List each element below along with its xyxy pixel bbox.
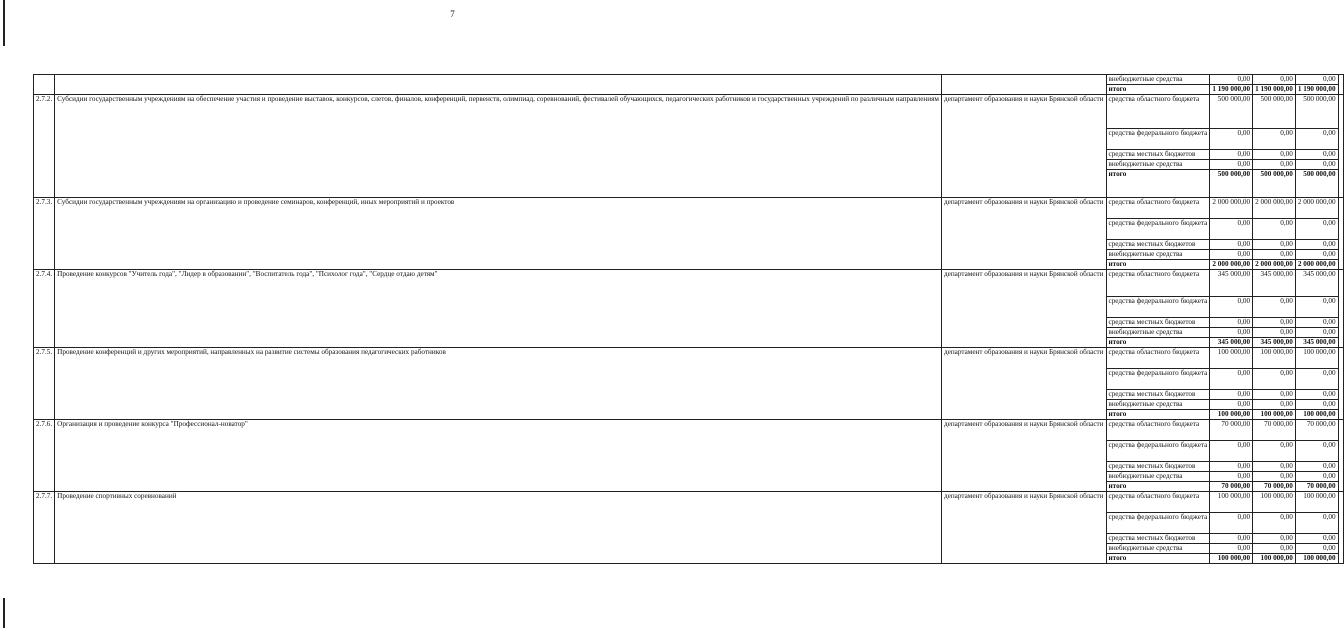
funding-source-cell: итого: [1106, 170, 1210, 198]
value-cell: 0,00: [1253, 297, 1296, 318]
funding-source-cell: итого: [1106, 338, 1210, 348]
value-cell: 345 000,00: [1253, 270, 1296, 297]
item-number-cell: 2.7.6.: [34, 420, 55, 492]
value-cell: 100 000,00: [1210, 348, 1253, 369]
value-cell: 2 000 000,00: [1295, 260, 1338, 270]
value-cell: 100 000,00: [1210, 554, 1253, 564]
funding-source-cell: средства местных бюджетов: [1106, 390, 1210, 400]
value-cell: 0,00: [1295, 328, 1338, 338]
value-cell: 100 000,00: [1253, 554, 1296, 564]
funding-source-cell: средства местных бюджетов: [1106, 534, 1210, 544]
value-cell: 2 000 000,00: [1253, 260, 1296, 270]
value-cell: 100 000,00: [1253, 348, 1296, 369]
funding-source-cell: средства областного бюджета: [1106, 95, 1210, 129]
value-cell: 0,00: [1253, 160, 1296, 170]
value-cell: 100 000,00: [1253, 492, 1296, 513]
value-cell: 0,00: [1210, 369, 1253, 390]
funding-source-cell: средства местных бюджетов: [1106, 462, 1210, 472]
value-cell: 70 000,00: [1253, 420, 1296, 441]
funding-source-cell: итого: [1106, 260, 1210, 270]
table-row: [34, 75, 1344, 85]
value-cell: 0,00: [1253, 369, 1296, 390]
budget-table-body: [34, 75, 1344, 564]
table-row: [34, 420, 1344, 441]
item-number-cell: 2.7.4.: [34, 270, 55, 348]
executor-cell: департамент образования и науки Брянской области: [941, 95, 1106, 198]
value-cell: 0,00: [1210, 129, 1253, 150]
funding-source-cell: средства местных бюджетов: [1106, 318, 1210, 328]
value-cell: 0,00: [1253, 400, 1296, 410]
value-cell: 70 000,00: [1210, 482, 1253, 492]
value-cell: 100 000,00: [1253, 410, 1296, 420]
value-cell: 0,00: [1253, 75, 1296, 85]
value-cell: 0,00: [1295, 472, 1338, 482]
executor-cell: департамент образования и науки Брянской области: [941, 270, 1106, 348]
value-cell: 70 000,00: [1253, 482, 1296, 492]
funding-source-cell: средства областного бюджета: [1106, 198, 1210, 219]
value-cell: 0,00: [1295, 129, 1338, 150]
value-cell: 500 000,00: [1295, 170, 1338, 198]
value-cell: 500 000,00: [1210, 95, 1253, 129]
value-cell: 0,00: [1210, 400, 1253, 410]
value-cell: 0,00: [1295, 250, 1338, 260]
item-name-cell: Субсидии государственным учреждениям на обеспечение участия и проведение выставок, конкурсов, слетов, финалов, конференций, первенств, олимпиад, соревнований, фестивалей обучающихся, педагогических работников и государственных учреждений по различным направлениям: [55, 95, 942, 198]
value-cell: 0,00: [1210, 462, 1253, 472]
value-cell: 0,00: [1253, 150, 1296, 160]
table-row: [34, 492, 1344, 513]
item-number-cell: 2.7.7.: [34, 492, 55, 564]
executor-cell: департамент образования и науки Брянской области: [941, 420, 1106, 492]
value-cell: 100 000,00: [1210, 410, 1253, 420]
value-cell: 0,00: [1210, 160, 1253, 170]
table-row: [34, 270, 1344, 297]
value-cell: 0,00: [1210, 328, 1253, 338]
funding-source-cell: внебюджетные средства: [1106, 328, 1210, 338]
funding-source-cell: внебюджетные средства: [1106, 250, 1210, 260]
empty-column-cell: [1338, 420, 1343, 492]
funding-source-cell: внебюджетные средства: [1106, 400, 1210, 410]
page-number: 7: [450, 9, 455, 19]
value-cell: 0,00: [1253, 328, 1296, 338]
value-cell: 1 190 000,00: [1295, 85, 1338, 95]
funding-source-cell: средства федерального бюджета: [1106, 219, 1210, 240]
funding-source-cell: внебюджетные средства: [1106, 544, 1210, 554]
value-cell: 0,00: [1210, 390, 1253, 400]
value-cell: 100 000,00: [1295, 492, 1338, 513]
funding-source-cell: средства федерального бюджета: [1106, 129, 1210, 150]
funding-source-cell: итого: [1106, 482, 1210, 492]
value-cell: 1 190 000,00: [1253, 85, 1296, 95]
value-cell: 0,00: [1295, 219, 1338, 240]
value-cell: 345 000,00: [1210, 270, 1253, 297]
scan-edge-mark: [3, 0, 5, 46]
executor-cell: департамент образования и науки Брянской области: [941, 198, 1106, 270]
value-cell: 2 000 000,00: [1295, 198, 1338, 219]
value-cell: 0,00: [1210, 534, 1253, 544]
empty-column-cell: [1338, 270, 1343, 348]
funding-source-cell: средства областного бюджета: [1106, 492, 1210, 513]
item-name-cell: Проведение конференций и других мероприятий, направленных на развитие системы образования педагогических работников: [55, 348, 942, 420]
funding-source-cell: средства областного бюджета: [1106, 348, 1210, 369]
value-cell: 345 000,00: [1253, 338, 1296, 348]
value-cell: 500 000,00: [1210, 170, 1253, 198]
table-row: [34, 95, 1344, 129]
scan-edge-mark: [3, 598, 5, 628]
budget-table: [33, 74, 1344, 564]
funding-source-cell: средства федерального бюджета: [1106, 369, 1210, 390]
value-cell: 0,00: [1210, 150, 1253, 160]
value-cell: 0,00: [1210, 219, 1253, 240]
funding-source-cell: средства областного бюджета: [1106, 270, 1210, 297]
value-cell: 70 000,00: [1210, 420, 1253, 441]
funding-source-cell: средства местных бюджетов: [1106, 150, 1210, 160]
value-cell: 0,00: [1253, 240, 1296, 250]
value-cell: 0,00: [1295, 544, 1338, 554]
table-row: [34, 198, 1344, 219]
value-cell: 0,00: [1210, 75, 1253, 85]
value-cell: 0,00: [1253, 513, 1296, 534]
value-cell: 500 000,00: [1253, 95, 1296, 129]
executor-cell: департамент образования и науки Брянской области: [941, 492, 1106, 564]
value-cell: 2 000 000,00: [1253, 198, 1296, 219]
item-name-cell: Проведение конкурсов "Учитель года", "Лидер в образовании", "Воспитатель года", "Психолог года", "Сердце отдаю детям": [55, 270, 942, 348]
item-name-cell: Субсидии государственным учреждениям на организацию и проведение семинаров, конференций, иных мероприятий и проектов: [55, 198, 942, 270]
funding-source-cell: средства федерального бюджета: [1106, 513, 1210, 534]
item-name-cell: Проведение спортивных соревнований: [55, 492, 942, 564]
value-cell: 100 000,00: [1295, 554, 1338, 564]
value-cell: 1 190 000,00: [1210, 85, 1253, 95]
value-cell: 345 000,00: [1295, 338, 1338, 348]
funding-source-cell: итого: [1106, 410, 1210, 420]
value-cell: 0,00: [1210, 318, 1253, 328]
item-name-cell: [55, 75, 942, 95]
funding-source-cell: средства местных бюджетов: [1106, 240, 1210, 250]
funding-source-cell: средства федерального бюджета: [1106, 297, 1210, 318]
value-cell: 100 000,00: [1210, 492, 1253, 513]
value-cell: 0,00: [1253, 472, 1296, 482]
value-cell: 0,00: [1295, 369, 1338, 390]
value-cell: 0,00: [1210, 240, 1253, 250]
value-cell: 0,00: [1295, 75, 1338, 85]
empty-column-cell: [1338, 75, 1343, 95]
empty-column-cell: [1338, 348, 1343, 420]
value-cell: 0,00: [1253, 318, 1296, 328]
value-cell: 500 000,00: [1253, 170, 1296, 198]
value-cell: 0,00: [1253, 534, 1296, 544]
value-cell: 0,00: [1253, 129, 1296, 150]
value-cell: 0,00: [1253, 250, 1296, 260]
executor-cell: [941, 75, 1106, 95]
value-cell: 0,00: [1295, 297, 1338, 318]
value-cell: 500 000,00: [1295, 95, 1338, 129]
value-cell: 0,00: [1295, 390, 1338, 400]
value-cell: 345 000,00: [1210, 338, 1253, 348]
empty-column-cell: [1338, 492, 1343, 564]
value-cell: 0,00: [1295, 318, 1338, 328]
value-cell: 0,00: [1253, 390, 1296, 400]
item-number-cell: 2.7.5.: [34, 348, 55, 420]
value-cell: 2 000 000,00: [1210, 260, 1253, 270]
value-cell: 0,00: [1253, 219, 1296, 240]
value-cell: 0,00: [1295, 513, 1338, 534]
item-number-cell: 2.7.3.: [34, 198, 55, 270]
funding-source-cell: итого: [1106, 554, 1210, 564]
executor-cell: департамент образования и науки Брянской области: [941, 348, 1106, 420]
empty-column-cell: [1338, 198, 1343, 270]
value-cell: 0,00: [1210, 297, 1253, 318]
value-cell: 0,00: [1210, 441, 1253, 462]
item-number-cell: 2.7.2.: [34, 95, 55, 198]
value-cell: 0,00: [1253, 462, 1296, 472]
value-cell: 0,00: [1210, 250, 1253, 260]
value-cell: 70 000,00: [1295, 482, 1338, 492]
value-cell: 0,00: [1295, 462, 1338, 472]
value-cell: 0,00: [1295, 534, 1338, 544]
value-cell: 0,00: [1295, 160, 1338, 170]
value-cell: 2 000 000,00: [1210, 198, 1253, 219]
value-cell: 0,00: [1295, 240, 1338, 250]
empty-column-cell: [1338, 95, 1343, 198]
value-cell: 0,00: [1210, 513, 1253, 534]
value-cell: 0,00: [1295, 441, 1338, 462]
value-cell: 100 000,00: [1295, 410, 1338, 420]
table-row: [34, 348, 1344, 369]
funding-source-cell: внебюджетные средства: [1106, 75, 1210, 85]
value-cell: 0,00: [1295, 150, 1338, 160]
funding-source-cell: средства федерального бюджета: [1106, 441, 1210, 462]
value-cell: 0,00: [1253, 544, 1296, 554]
funding-source-cell: внебюджетные средства: [1106, 472, 1210, 482]
funding-source-cell: средства областного бюджета: [1106, 420, 1210, 441]
funding-source-cell: внебюджетные средства: [1106, 160, 1210, 170]
item-number-cell: [34, 75, 55, 95]
value-cell: 70 000,00: [1295, 420, 1338, 441]
value-cell: 0,00: [1295, 400, 1338, 410]
value-cell: 0,00: [1210, 544, 1253, 554]
value-cell: 345 000,00: [1295, 270, 1338, 297]
value-cell: 0,00: [1210, 472, 1253, 482]
value-cell: 100 000,00: [1295, 348, 1338, 369]
funding-source-cell: итого: [1106, 85, 1210, 95]
item-name-cell: Организация и проведение конкурса "Профессионал-новатор": [55, 420, 942, 492]
value-cell: 0,00: [1253, 441, 1296, 462]
